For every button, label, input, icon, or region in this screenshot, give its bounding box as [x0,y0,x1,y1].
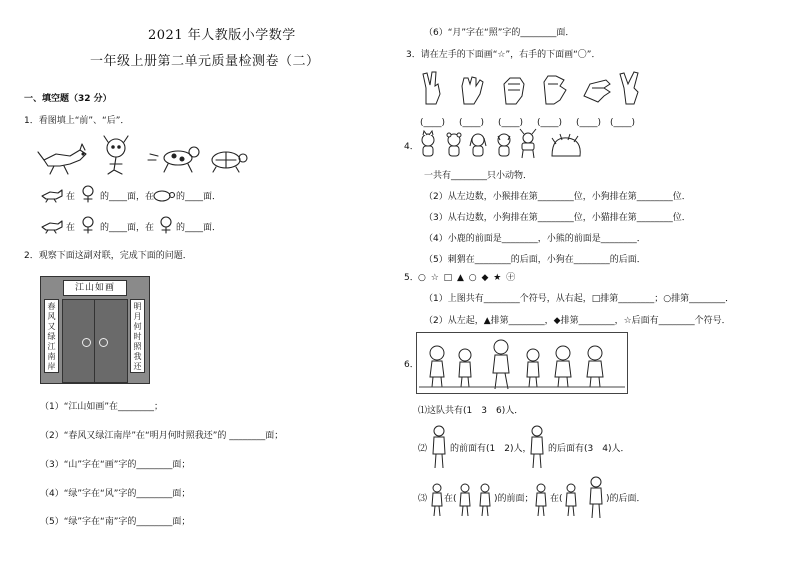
question-2-item-4: （4）“绿”字在“风”字的________面； [40,489,191,499]
door-knocker-right [99,338,108,347]
question-4-item-1: 一共有________只小动物． [424,171,533,181]
animals-lineup-illustration [416,130,586,160]
door [62,299,128,383]
children-queue-image [416,332,628,394]
child-icon [478,482,492,518]
question-5-item-1: （1）上图共有________个符号，从右起，□排第________；○排第________． [424,294,735,304]
page-subtitle: 一年级上册第二单元质量检测卷（二） [90,54,320,69]
child-icon [430,482,444,518]
child-icon [564,482,578,518]
question-4-item-2: （2）从左边数，小猴排在第________位，小狗排在第________位． [424,192,691,202]
couplet-right-scroll: 明 月 何 时 照 我 还 [130,299,145,373]
door-knocker-left [82,338,91,347]
child-icon [458,482,472,518]
question-6-item-1: ⑴这队共有(1 3 6)人． [418,406,524,416]
child-icon [534,482,548,518]
question-2-prompt: 2．观察下面这副对联，完成下面的问题． [24,251,192,261]
question-6-label: 6． [404,360,419,370]
hand-blank-2[interactable]: (____) [459,118,485,128]
question-2-item-6: （6）“月”字在“照”字的________面． [424,28,575,38]
page-title: 2021 年人教版小学数学 [148,28,296,43]
section-heading: 一、填空题（32 分） [24,94,112,104]
question-2-item-3: （3）“山”字在“画”字的________面； [40,460,191,470]
hand-blank-5[interactable]: (____) [576,118,602,128]
symbol-sequence: ○ ☆ □ ▲ ○ ◆ ★ ㊉ [418,273,517,283]
hand-blank-3[interactable]: (____) [498,118,524,128]
fox-icon [40,186,64,202]
dog-icon [78,215,98,235]
tall-child-icon [588,476,604,520]
hand-blank-1[interactable]: (____) [420,118,446,128]
hand-blank-4[interactable]: (____) [537,118,563,128]
question-4-item-3: （3）从右边数，小狗排在第________位，小猫排在第________位． [424,213,691,223]
couplet-top-scroll: 江山如画 [63,280,127,296]
hand-blank-6[interactable]: (____) [610,118,636,128]
couplet-door-image [40,276,150,384]
couplet-left-scroll: 春 风 又 绿 江 南 岸 [44,299,59,373]
dog-icon [78,184,98,204]
question-1-prompt: 1．看图填上“前”、“后”． [24,116,130,126]
question-4-item-5: （5）刺猬在________的后面，小狗在________的后面． [424,255,646,265]
tall-child-icon [430,424,448,470]
question-2-item-2: （2）“春风又绿江南岸”在“明月何时照我还”的 ________面； [40,431,284,441]
turtle-icon [153,188,175,202]
hand-gestures-illustration [420,70,650,106]
child-icon [528,424,546,470]
question-4-item-4: （4）小鹿的前面是________，小熊的前面是________． [424,234,646,244]
dog-icon [156,215,176,235]
question-5-item-2: （2）从左起，▲排第________，◆排第________，☆后面有________个符号． [424,316,731,326]
animals-race-illustration [40,132,250,176]
fox-icon [40,217,64,233]
question-3-prompt: 3．请在左手的下面画“☆”，右手的下面画“〇”． [406,50,601,60]
question-5-label: 5． [404,273,419,283]
question-2-item-5: （5）“绿”字在“南”字的________面； [40,517,191,527]
question-4-label: 4． [404,142,419,152]
question-2-item-1: （1）“江山如画”在________； [40,402,164,412]
